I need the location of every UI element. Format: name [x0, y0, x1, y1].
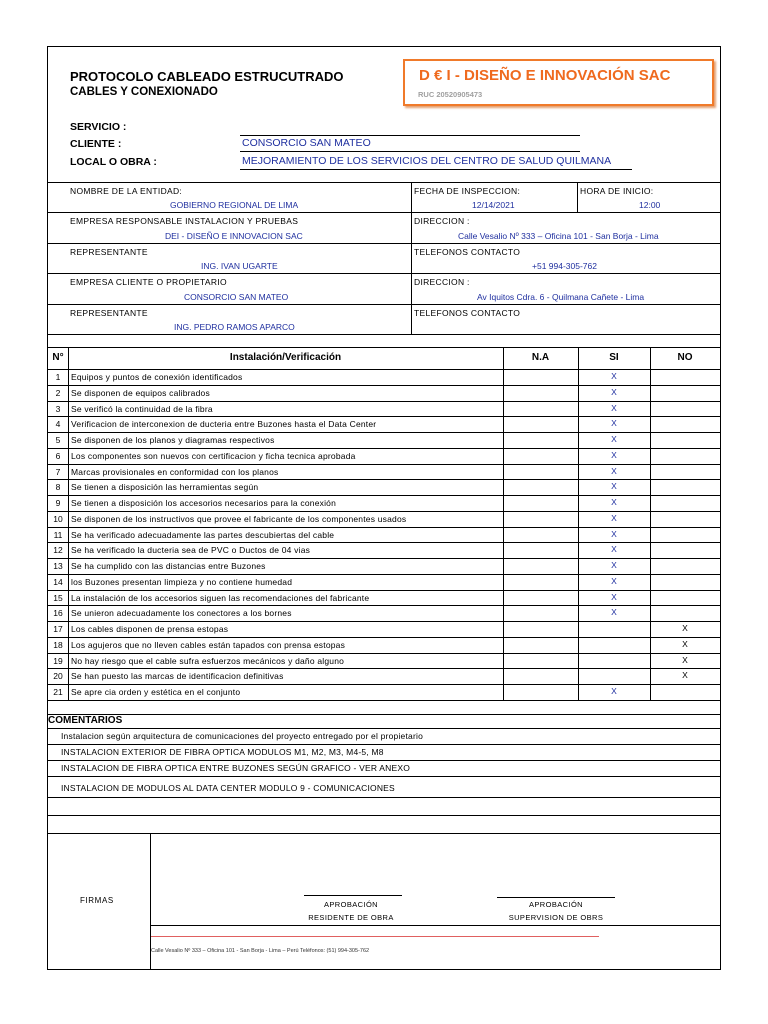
direccion1-label: DIRECCION : [414, 216, 470, 226]
row-number: 20 [53, 671, 63, 681]
table-row-rule [48, 542, 720, 543]
table-column-rule [578, 347, 579, 700]
local-obra-value: MEJORAMIENTO DE LOS SERVICIOS DEL CENTRO DE SALUD QUILMANA [242, 155, 612, 167]
row-number: 14 [53, 577, 63, 587]
fecha-label: FECHA DE INSPECCION: [414, 186, 521, 196]
document-title: PROTOCOLO CABLEADO ESTRUCUTRADO [70, 69, 344, 84]
entidad-label: NOMBRE DE LA ENTIDAD: [70, 186, 183, 196]
table-row-rule [48, 637, 720, 638]
direccion2-label: DIRECCION : [414, 277, 470, 287]
table-row-rule [48, 605, 720, 606]
row-description: Se verificó la continuidad de la fibra [71, 404, 213, 414]
row-description: Se ha verificado adecuadamente las partes descubiertas del cable [71, 530, 335, 540]
col-header-item: Instalación/Verificación [229, 352, 342, 363]
logo-company-name: D € I - DISEÑO E INNOVACIÓN SAC [419, 67, 671, 84]
row-number: 13 [53, 561, 63, 571]
si-mark: X [611, 466, 617, 476]
table-column-rule [650, 347, 651, 700]
row-number: 2 [55, 388, 61, 398]
table-row-rule [48, 668, 720, 669]
si-mark: X [611, 607, 617, 617]
table-row-rule [48, 448, 720, 449]
col-header-na: N.A [531, 352, 550, 363]
si-mark: X [611, 481, 617, 491]
logo-ruc: RUC 20520905473 [418, 90, 483, 99]
servicio-label: SERVICIO : [70, 121, 127, 133]
si-mark: X [611, 529, 617, 539]
firmas-label: FIRMAS [80, 896, 114, 905]
table-row-rule [48, 464, 720, 465]
row-number: 19 [53, 656, 63, 666]
servicio-underline [240, 135, 580, 136]
table-row-rule [48, 495, 720, 496]
comment-line: Instalacion según arquitectura de comunicaciones del proyecto entregado por el propietario [61, 731, 423, 741]
si-mark: X [611, 403, 617, 413]
row-description: Se disponen de los planos y diagramas respectivos [71, 435, 275, 445]
col-header-si: SI [609, 352, 619, 363]
si-mark: X [611, 686, 617, 696]
comment-line: INSTALACION DE MODULOS AL DATA CENTER MODULO 9 - COMUNICACIONES [61, 783, 395, 793]
direccion1-value: Calle Vesalio Nº 333 – Oficina 101 - San Borja - Lima [458, 231, 659, 241]
tel1-value: +51 994-305-762 [532, 261, 597, 271]
row-number: 10 [53, 514, 63, 524]
row-description: Marcas provisionales en conformidad con los planos [71, 467, 279, 477]
table-row-rule [48, 511, 720, 512]
comment-line: INSTALACION EXTERIOR DE FIBRA OPTICA MODULOS M1, M2, M3, M4-5, M8 [61, 747, 384, 757]
table-row-rule [48, 401, 720, 402]
row-description: Se tienen a disposición las herramientas según [71, 482, 259, 492]
si-mark: X [611, 576, 617, 586]
row-description: Se ha cumplido con las distancias entre Buzones [71, 561, 266, 571]
no-mark: X [682, 670, 688, 680]
row-description: Se apre cia orden y estética en el conjunto [71, 687, 241, 697]
row-description: Los agujeros que no lleven cables están tapados con prensa estopas [71, 640, 346, 650]
row-number: 17 [53, 624, 63, 634]
cliente-propietario-label: EMPRESA CLIENTE O PROPIETARIO [70, 277, 227, 287]
row-description: los Buzones presentan limpieza y no contiene humedad [71, 577, 293, 587]
sig2-role: SUPERVISION DE OBRS [508, 913, 604, 922]
row-number: 16 [53, 608, 63, 618]
cliente-propietario-value: CONSORCIO SAN MATEO [184, 292, 289, 302]
row-number: 9 [55, 498, 61, 508]
row-number: 21 [53, 687, 63, 697]
row-number: 15 [53, 593, 63, 603]
comentarios-title: COMENTARIOS [48, 715, 123, 726]
row-description: Se disponen de equipos calibrados [71, 388, 210, 398]
table-row-rule [48, 558, 720, 559]
sig1-title: APROBACIÓN [323, 900, 378, 909]
row-description: Se unieron adecuadamente los conectores a los bornes [71, 608, 292, 618]
table-row-rule [48, 385, 720, 386]
row-description: Verificacion de interconexion de ducteria entre Buzones hasta el Data Center [71, 419, 377, 429]
si-mark: X [611, 544, 617, 554]
si-mark: X [611, 513, 617, 523]
row-description: Los cables disponen de prensa estopas [71, 624, 229, 634]
entidad-value: GOBIERNO REGIONAL DE LIMA [170, 200, 299, 210]
company-logo [403, 59, 714, 106]
si-mark: X [611, 560, 617, 570]
row-number: 11 [53, 530, 63, 540]
comment-line: INSTALACION DE FIBRA OPTICA ENTRE BUZONES SEGÚN GRAFICO - VER ANEXO [61, 763, 411, 773]
row-number: 5 [55, 435, 61, 445]
table-row-rule [48, 700, 720, 701]
table-column-rule [68, 347, 69, 700]
row-number: 3 [55, 404, 61, 414]
table-row-rule [48, 621, 720, 622]
row-number: 4 [55, 419, 61, 429]
fecha-value: 12/14/2021 [472, 200, 515, 210]
signature-line-supervision [497, 897, 615, 898]
row-description: La instalación de los accesorios siguen las recomendaciones del fabricante [71, 593, 370, 603]
row-description: Se han puesto las marcas de identificacion definitivas [71, 671, 284, 681]
no-mark: X [682, 623, 688, 633]
hora-value: 12:00 [639, 200, 661, 210]
table-row-rule [48, 590, 720, 591]
row-description: Los componentes son nuevos con certificacion y ficha tecnica aprobada [71, 451, 356, 461]
si-mark: X [611, 387, 617, 397]
rep1-label: REPRESENTANTE [70, 247, 148, 257]
row-number: 6 [55, 451, 61, 461]
rep2-value: ING. PEDRO RAMOS APARCO [174, 322, 295, 332]
footer-rule [151, 936, 599, 937]
table-header-rule [48, 369, 720, 370]
cliente-underline [240, 151, 580, 152]
document-subtitle: CABLES Y CONEXIONADO [70, 86, 218, 98]
no-mark: X [682, 655, 688, 665]
table-row-rule [48, 574, 720, 575]
col-header-num: N° [52, 352, 64, 363]
col-header-no: NO [677, 352, 693, 363]
row-number: 1 [55, 372, 61, 382]
si-mark: X [611, 497, 617, 507]
empresa-label: EMPRESA RESPONSABLE INSTALACION Y PRUEBAS [70, 216, 299, 226]
table-row-rule [48, 479, 720, 480]
direccion2-value: Av Iquitos Cdra. 6 - Quilmana Cañete - Lima [477, 292, 645, 302]
tel1-label: TELEFONOS CONTACTO [414, 247, 521, 257]
row-description: Se disponen de los instructivos que provee el fabricante de los componentes usados [71, 514, 407, 524]
row-description: Equipos y puntos de conexión identificados [71, 372, 243, 382]
si-mark: X [611, 450, 617, 460]
sig1-role: RESIDENTE DE OBRA [308, 913, 394, 922]
si-mark: X [611, 592, 617, 602]
no-mark: X [682, 639, 688, 649]
empresa-value: DEI - DISEÑO E INNOVACION SAC [165, 231, 303, 241]
row-number: 7 [55, 467, 61, 477]
table-row-rule [48, 653, 720, 654]
row-number: 8 [55, 482, 61, 492]
row-description: Se tienen a disposición los accesorios necesarios para la conexión [71, 498, 337, 508]
protocol-sheet [47, 46, 721, 970]
tel2-label: TELEFONOS CONTACTO [414, 308, 521, 318]
row-description: No hay riesgo que el cable sufra esfuerzos mecánicos y daño alguno [71, 656, 345, 666]
hora-label: HORA DE INICIO: [580, 186, 654, 196]
local-obra-label: LOCAL O OBRA : [70, 156, 157, 168]
row-number: 12 [53, 545, 63, 555]
rep2-label: REPRESENTANTE [70, 308, 148, 318]
row-description: Se ha verificado la ducteria sea de PVC o Ductos de 04 vias [71, 545, 311, 555]
footer-address: Calle Vesalio Nº 333 – Oficina 101 - San Borja - Lima – Perú Teléfonos: (51) 994-305-762 [151, 948, 370, 954]
si-mark: X [611, 434, 617, 444]
table-row-rule [48, 684, 720, 685]
si-mark: X [611, 418, 617, 428]
rep1-value: ING. IVAN UGARTE [201, 261, 278, 271]
table-column-rule [503, 347, 504, 700]
table-row-rule [48, 527, 720, 528]
table-row-rule [48, 416, 720, 417]
local-obra-underline [240, 169, 632, 170]
si-mark: X [611, 371, 617, 381]
cliente-label: CLIENTE : [70, 138, 122, 150]
row-number: 18 [53, 640, 63, 650]
sig2-title: APROBACIÓN [528, 900, 583, 909]
table-row-rule [48, 432, 720, 433]
cliente-value: CONSORCIO SAN MATEO [242, 137, 371, 149]
signature-line-residente [304, 895, 402, 896]
